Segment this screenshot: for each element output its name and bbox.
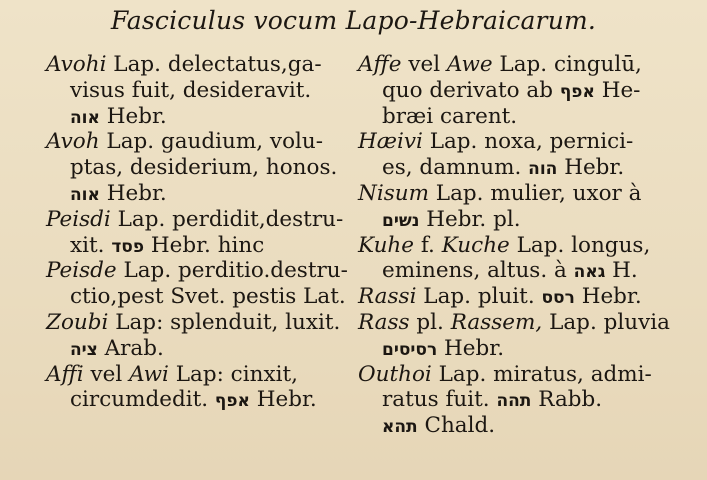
headword: Awi	[129, 361, 169, 387]
text-line	[46, 129, 346, 155]
headword: Zoubi	[46, 309, 109, 335]
hebrew-word: רסס	[541, 288, 575, 309]
hebrew-word: גאה	[573, 262, 606, 283]
headword: Affi	[46, 361, 84, 387]
headword: Awe	[446, 52, 493, 77]
headword: Peisdi	[46, 206, 111, 232]
text-line	[46, 336, 346, 362]
text-line	[358, 362, 658, 388]
line-text: Lap. miratus, admi-	[431, 361, 652, 387]
hebrew-word: פסד	[111, 236, 145, 257]
line-text: ptas, desiderium, honos.	[70, 155, 338, 181]
text-line	[358, 155, 658, 181]
line-text: vel	[401, 52, 447, 77]
right-column	[358, 52, 670, 439]
line-text: Lap. gaudium, volu-	[99, 129, 324, 155]
headword: Outhoi	[358, 361, 432, 387]
line-text: ratus fuit.	[382, 387, 497, 413]
text-line	[358, 258, 658, 284]
hebrew-word: אוה	[70, 184, 100, 205]
line-text: Lap. longus,	[509, 232, 651, 258]
headword: Affe	[358, 52, 402, 77]
line-text: visus fuit, desideravit.	[70, 77, 312, 103]
text-line	[46, 181, 346, 207]
headword: Kuhe	[358, 232, 415, 258]
line-text: Hebr.	[574, 284, 642, 310]
line-text: circumdedit.	[70, 387, 215, 413]
hebrew-word: רסיסים	[382, 339, 438, 360]
hebrew-word: אפף	[214, 391, 250, 412]
line-text: Lap. perdidit,destru-	[110, 206, 344, 232]
line-text: Lap. pluit.	[416, 284, 542, 310]
page-title: Fasciculus vocum Lapo-Hebraicarum.	[110, 6, 597, 35]
text-line	[46, 310, 346, 336]
line-text: vel	[83, 361, 130, 387]
line-text: Hebr.	[99, 103, 167, 129]
line-text: Rabb.	[531, 387, 603, 413]
line-text: Chald.	[417, 413, 496, 439]
text-line	[358, 284, 658, 310]
line-text: Lap. noxa, pernici-	[422, 129, 634, 155]
line-text: Hebr. pl.	[419, 206, 521, 232]
line-text: Lap: splenduit, luxit.	[108, 309, 341, 335]
line-text: xit.	[70, 232, 112, 258]
line-text: Hebr.	[557, 155, 625, 181]
text-line	[358, 413, 658, 439]
line-text: Lap. cingulū,	[492, 52, 642, 77]
text-line	[46, 233, 346, 259]
line-text: quo derivato ab	[382, 77, 560, 103]
headword: Peisde	[46, 258, 117, 284]
hebrew-word: תהה	[496, 391, 532, 412]
text-line	[46, 104, 346, 130]
line-text: Hebr.	[249, 387, 317, 413]
text-line	[46, 387, 346, 413]
line-text: es, damnum.	[382, 155, 529, 181]
line-text: ctio,pest Svet. pestis Lat.	[70, 284, 346, 310]
line-text: Hebr.	[99, 180, 167, 206]
headword: Rassem,	[450, 309, 543, 335]
hebrew-word: תהא	[382, 417, 418, 438]
line-text: Hebr. hinc	[144, 232, 265, 258]
text-line	[358, 336, 658, 362]
headword: Kuche	[441, 232, 510, 258]
text-line	[358, 309, 670, 336]
text-line	[358, 78, 658, 104]
line-text: Lap: cinxit,	[168, 361, 298, 387]
headword: Rassi	[358, 284, 417, 310]
line-text: bræi carent.	[382, 103, 518, 129]
text-line	[46, 207, 346, 233]
line-text: Lap. mulier, uxor à	[428, 180, 642, 206]
line-text: pl.	[409, 309, 451, 335]
text-line	[46, 78, 346, 104]
line-text: Hebr.	[437, 335, 505, 361]
hebrew-word: נשים	[382, 210, 420, 231]
text-line	[46, 362, 346, 388]
text-line	[358, 233, 658, 259]
line-text: Lap. pluvia	[542, 309, 670, 335]
text-line	[358, 181, 658, 207]
headword: Avoh	[46, 129, 100, 155]
hebrew-word: ציה	[70, 339, 98, 360]
line-text: Lap. perditio.destru-	[116, 258, 348, 284]
text-line	[46, 284, 346, 310]
headword: Avohi	[46, 52, 107, 77]
line-text: eminens, altus. à	[382, 258, 574, 284]
headword: Rass	[358, 309, 410, 335]
line-text: H.	[605, 258, 638, 284]
line-text: Arab.	[97, 335, 164, 361]
headword: Nisum	[358, 180, 429, 206]
text-line	[358, 52, 658, 78]
hebrew-word: אפף	[559, 81, 595, 102]
hebrew-word: אוה	[70, 107, 100, 128]
text-line	[46, 155, 346, 181]
text-line	[46, 258, 346, 284]
text-line	[46, 52, 346, 78]
headword: Hæivi	[358, 129, 423, 155]
text-line	[358, 129, 658, 155]
text-line	[358, 104, 658, 130]
left-column	[46, 52, 346, 413]
text-line	[358, 207, 658, 233]
hebrew-word: הוה	[528, 159, 558, 180]
line-text: He-	[594, 77, 641, 103]
line-text: f.	[414, 232, 442, 258]
text-line	[358, 387, 658, 413]
line-text: Lap. delectatus,ga-	[106, 52, 322, 77]
